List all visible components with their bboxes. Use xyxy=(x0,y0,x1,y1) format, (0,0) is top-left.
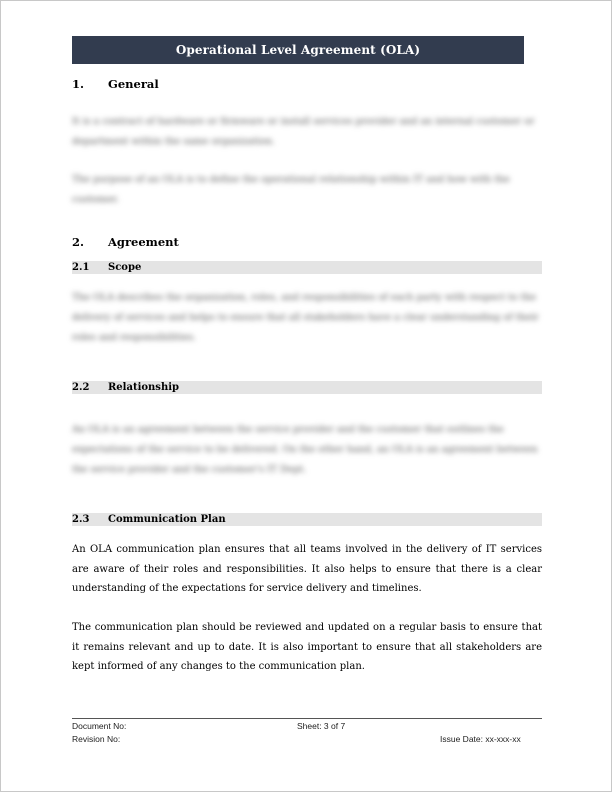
subsection-number: 2.2 xyxy=(72,382,90,393)
communication-paragraph-1: An OLA communication plan ensures that all teams involved in the delivery of IT services are aware of their roles and responsibilities. It also helps to ensure that there is a clear understanding of the expectations for service delivery and timelines. xyxy=(72,544,542,594)
subsection-heading-relationship xyxy=(72,381,542,394)
footer-issue-date: Issue Date: xx-xxx-xx xyxy=(440,734,521,744)
section-title: General xyxy=(108,77,159,91)
footer-sheet-number: Sheet: 3 of 7 xyxy=(297,721,346,731)
subsection-title: Communication Plan xyxy=(108,514,226,525)
subsection-title: Scope xyxy=(108,262,142,273)
communication-paragraph-2: The communication plan should be reviewed and updated on a regular basis to ensure that it remains relevant and up to date. It is also important to ensure that all stakeholders are kept informed of any changes to the communication plan. xyxy=(72,622,542,672)
document-title-bar xyxy=(72,36,524,64)
subsection-heading-scope xyxy=(72,261,542,274)
blurred-paragraph-general-1: It is a contract of hardware or firmware or install services provider and an internal customer or department within the same organization. xyxy=(72,116,535,147)
blurred-paragraph-general-2: The purpose of an OLA is to define the operational relationship within IT and how with the customer. xyxy=(72,174,510,205)
document-title: Operational Level Agreement (OLA) xyxy=(175,43,421,57)
subsection-title: Relationship xyxy=(108,382,180,393)
footer-divider xyxy=(72,718,542,719)
footer-document-no: Document No: xyxy=(72,721,127,731)
section-number: 1. xyxy=(72,77,85,91)
subsection-number: 2.1 xyxy=(72,262,90,273)
section-number: 2. xyxy=(72,235,85,249)
blurred-paragraph-relationship: An OLA is an agreement between the service provider and the customer that outlines the expectations of the service to be delivered. On the other hand, an OLA is an agreement between the service provider and the customer's IT Dept. xyxy=(72,424,538,475)
footer-revision-no: Revision No: xyxy=(72,734,121,744)
section-title: Agreement xyxy=(108,235,179,249)
subsection-number: 2.3 xyxy=(72,514,90,525)
subsection-heading-communication-plan xyxy=(72,513,542,526)
blurred-paragraph-scope: The OLA describes the organization, roles, and responsibilities of each party with respect to the delivery of services and helps to ensure that all stakeholders have a clear understanding of their roles and responsibilities. xyxy=(72,292,539,343)
